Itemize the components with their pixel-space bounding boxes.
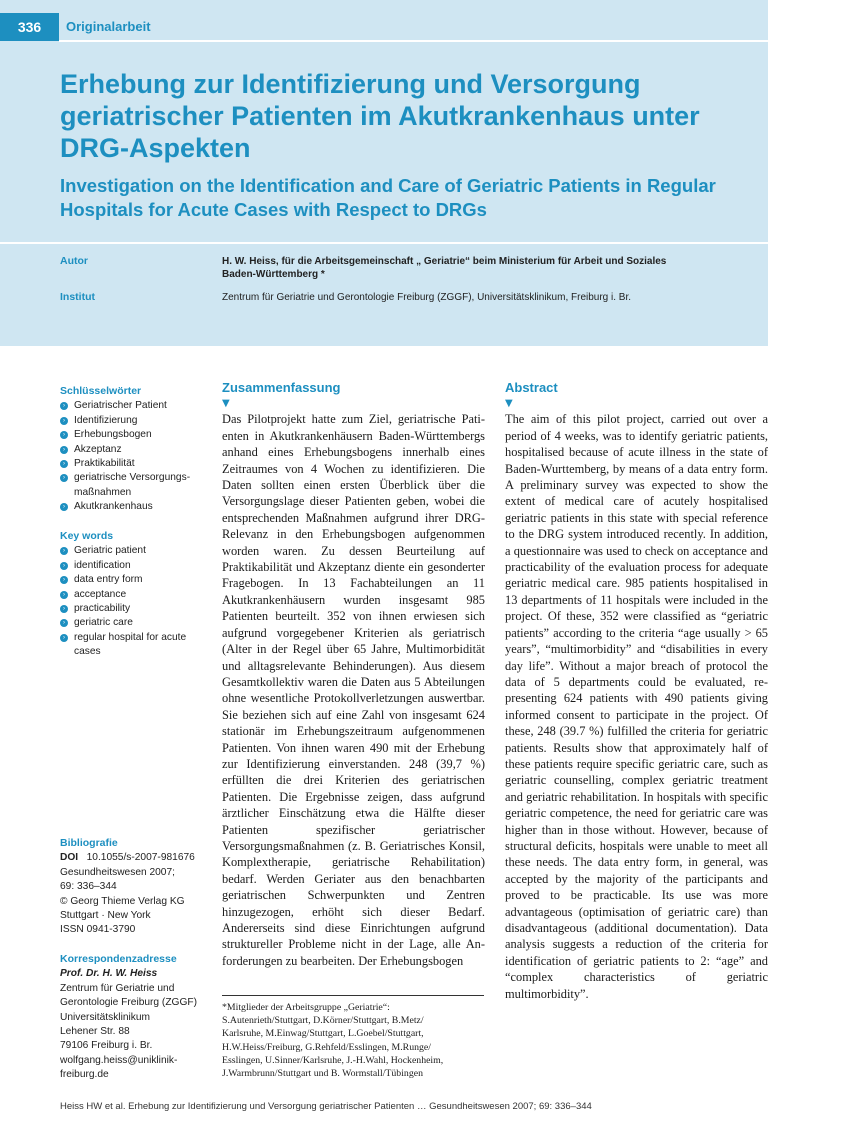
keyword-item: › identification — [60, 559, 200, 573]
arrow-bullet-icon: › — [60, 576, 68, 584]
address-line: Universitätsklinikum — [60, 1011, 151, 1023]
running-footer: Heiss HW et al. Erhebung zur Identifizierung und Versorgung geriatrischer Patienten … Gesundheitswesen 2007; 69: 336–344 — [60, 1101, 592, 1112]
keyword-item: › Praktikabilität — [60, 457, 200, 471]
correspondence-heading: Korrespondenzadresse — [60, 953, 177, 965]
bib-line: 69: 336–344 — [60, 881, 117, 893]
author-value — [222, 255, 692, 281]
footnote-line: H.W.Heiss/Freiburg, G.Rehfeld/Esslingen, M.Runge/ — [222, 1041, 431, 1053]
address-line: Zentrum für Geriatrie und — [60, 982, 175, 994]
keyword-item: › Geriatrischer Patient — [60, 399, 200, 413]
keyword-item: › Identifizierung — [60, 414, 200, 428]
bibliography-heading: Bibliografie — [60, 837, 118, 849]
arrow-bullet-icon: › — [60, 446, 68, 454]
arrow-bullet-icon: › — [60, 605, 68, 613]
article-title-en: Investigation on the Identification and Care of Geriatric Patients in Regular Hospitals for Acute Cases with Respect to DRGs — [60, 175, 716, 220]
triangle-down-icon: ▼ — [222, 398, 230, 410]
footnote-line: Esslingen, U.Sinner/Karlsruhe, J.-H.Wahl, Hockenheim, — [222, 1054, 444, 1066]
address-line: 79106 Freiburg i. Br. — [60, 1040, 153, 1052]
address-line: Gerontologie Freiburg (ZGGF) — [60, 997, 198, 1009]
arrow-bullet-icon: › — [60, 547, 68, 555]
arrow-bullet-icon: › — [60, 503, 68, 511]
bib-line: Stuttgart · New York — [60, 910, 151, 922]
triangle-down-icon: ▼ — [505, 398, 513, 410]
bibliography-block — [60, 836, 200, 938]
correspondence-name: Prof. Dr. H. W. Heiss — [60, 968, 158, 980]
summary-de-heading: Zusammenfassung — [222, 380, 341, 395]
doi-link[interactable]: 10.1055/s-2007-981676 — [86, 852, 195, 864]
article-title-de: Erhebung zur Identifizierung und Versorgung geriatrischer Patienten im Akutkrankenhaus unter DRG-Aspekten — [60, 69, 700, 163]
abstract-en-heading: Abstract — [505, 380, 558, 395]
bib-line: © Georg Thieme Verlag KG — [60, 895, 185, 907]
keyword-item: › Akutkrankenhaus — [60, 500, 200, 514]
arrow-bullet-icon: › — [60, 417, 68, 425]
correspondence-block — [60, 952, 200, 1083]
keywords-en-heading: Key words — [60, 530, 114, 542]
keyword-item: › geriatrische Versorgungsmaßnahmen — [60, 471, 200, 500]
keyword-item: › geriatric care — [60, 616, 200, 630]
author-line-1: H. W. Heiss, für die Arbeitsgemeinschaft „ Geriatrie“ beim Ministerium für Arbeit und Soziales — [222, 256, 667, 267]
arrow-bullet-icon: › — [60, 460, 68, 468]
bib-line: Gesundheitswesen 2007; — [60, 866, 175, 878]
email-link[interactable]: wolfgang.heiss@uniklinik- freiburg.de — [60, 1054, 178, 1081]
summary-de-column — [222, 380, 485, 969]
footnote — [222, 1001, 487, 1080]
band-divider — [0, 242, 768, 244]
arrow-bullet-icon: › — [60, 591, 68, 599]
footnote-line: *Mitglieder der Arbeitsgruppe „Geriatrie“: — [222, 1002, 390, 1013]
footnote-line: J.Warmbrunn/Stuttgart und B. Wormstall/Tübingen — [222, 1068, 423, 1080]
arrow-bullet-icon: › — [60, 402, 68, 410]
institute-value: Zentrum für Geriatrie und Gerontologie Freiburg (ZGGF), Universitätsklinikum, Freiburg i. Br. — [222, 292, 632, 303]
keyword-item: › Geriatric patient — [60, 544, 200, 558]
author-label: Autor — [60, 255, 88, 267]
arrow-bullet-icon: › — [60, 431, 68, 439]
bib-line: ISSN 0941-3790 — [60, 924, 136, 936]
doi-label: DOI — [60, 852, 79, 864]
doi-line — [60, 851, 200, 865]
keyword-item: › data entry form — [60, 573, 200, 587]
keyword-item: › acceptance — [60, 588, 200, 602]
arrow-bullet-icon: › — [60, 619, 68, 627]
header-rule — [59, 40, 768, 42]
address-line: Lehener Str. 88 — [60, 1026, 130, 1038]
keywords-en-list — [60, 544, 200, 659]
section-label: Originalarbeit — [66, 19, 151, 34]
keyword-item: › Erhebungsbogen — [60, 428, 200, 442]
arrow-bullet-icon: › — [60, 474, 68, 482]
arrow-bullet-icon: › — [60, 562, 68, 570]
keyword-item: › Akzeptanz — [60, 443, 200, 457]
summary-de-text: Das Pilotprojekt hatte zum Ziel, geriatrische Patienten in Akutkrankenhäusern Baden-Württembergs anhand eines Erhebungsbogens innerhalb eines Zeitraumes von 4 Wochen zu identifizieren. Die Daten sollten einen ersten Überblick über die Versorgungslage dieser Patienten geben, wobei die entsprechenden Maßnahmen aufgrund ihrer DRG-Relevanz in den Erhebungsbogen aufgenommen worden waren. Zu dessen Beurteilung auf Praktikabilität und Akzeptanz diente ein gesonderter Fragebogen. In 13 Fachabteilungen an 11 Akutkrankenhäusern wurden insgesamt 985 Patienten beurteilt. 352 von ihnen erwiesen sich aufgrund vorgegebener Kriterien als geriatrisch (Alter in der Regel über 65 Jahre, Multimorbidität und alltagsrelevante Behinderungen). Aus diesem Gesamtkollektiv waren die Daten aus 5 Abteilungen ohne wesentliche Protokollverletzungen auswertbar. Sie beziehen sich auf eine Zahl von insgesamt 624 stationär im Erhebungszeitraum aufgenommenen Patienten. Von ihnen waren 490 mit der Erhebung zur Identifizierung einverstanden. 248 (39,7 %) erfüllten die drei Kriterien des geriatrischen Patienten. Die Ergebnisse zeigen, dass aufgrund ärztlicher Einschätzung etwa die Hälfte dieser Patienten spezifischer geriatrischer Versorgungsmaßnahmen (z. B. Geriatrisches Konsil, Komplextherapie, geriatrische Rehabilitation) bedarf. Werden Geriater aus den benachbarten geriatrischen Schwerpunkten und Zentren hinzugezogen, erhöht sich dieser Bedarf. Andererseits sind diese Einrichtungen aufgrund struktureller Probleme nicht in der Lage, alle Anforderungen zu bearbeiten. Der Erhebungsbogen — [222, 412, 485, 968]
arrow-bullet-icon: › — [60, 634, 68, 642]
footnote-line: S.Autenrieth/Stuttgart, D.Körner/Stuttgart, B.Metz/ — [222, 1015, 424, 1027]
keyword-item: › regular hospital for acute cases — [60, 631, 200, 660]
keywords-de-list — [60, 399, 200, 514]
author-line-2: Baden-Württemberg * — [222, 269, 325, 280]
institute-label: Institut — [60, 291, 95, 303]
keywords-en-block — [60, 529, 200, 660]
keyword-item: › practicability — [60, 602, 200, 616]
keywords-de-block — [60, 384, 200, 515]
abstract-en-text: The aim of this pilot project, carried out over a period of 4 weeks, was to identify geriatric patients, hospitalised because of acute illness in the state of Baden-Wurttemberg, by means of a data entry form. A preliminary survey was expected to show the extent of medical care of acutely hospitalised geriatric patients in this state with special reference to the DRG system introduced recently. In addition, a questionnaire was used to check on acceptance and practicability of the evaluation process for adequate geriatric medical care. 985 patients hospitalised in 13 departments of 11 hospitals were included in the project. Of these, 352 were classified as “geriatric patients” according to the criteria “age usually > 65 years”, “multimorbidity” and “disabilities in every day life”. Without a major breach of protocol the data of 5 departments could be evaluated, representing 624 patients with 490 patients giving informed consent to participate in the project. Of these, 248 (39.7 %) fulfilled the criteria for geriatric patients. Results show that approximately half of these patients require specific geriatric care, such as geriatric counselling, complex geriatric treatment and geriatric rehabilitation. In hospitals with specific geriatric competence, the need for geriatric care was higher than in those without. However, because of structural deficits, hospitals were unable to meet all these needs. The data entry form, in general, was accepted by the majority of the participants and proved to be practicable. Its use was more advantageous (optimisation of geriatric care) than disadvantageous (additional documentation). Data analysis suggests a reduction of the criteria for identification of geriatric patients to 2: “age” and “complex characteristics of geriatric multimorbidity”. — [505, 412, 768, 1001]
footnote-divider — [222, 995, 484, 996]
footnote-line: Karlsruhe, M.Einwag/Stuttgart, L.Goebel/Stuttgart, — [222, 1028, 424, 1040]
keywords-de-heading: Schlüsselwörter — [60, 385, 142, 397]
page-number: 336 — [0, 13, 59, 41]
abstract-en-column — [505, 380, 768, 1002]
